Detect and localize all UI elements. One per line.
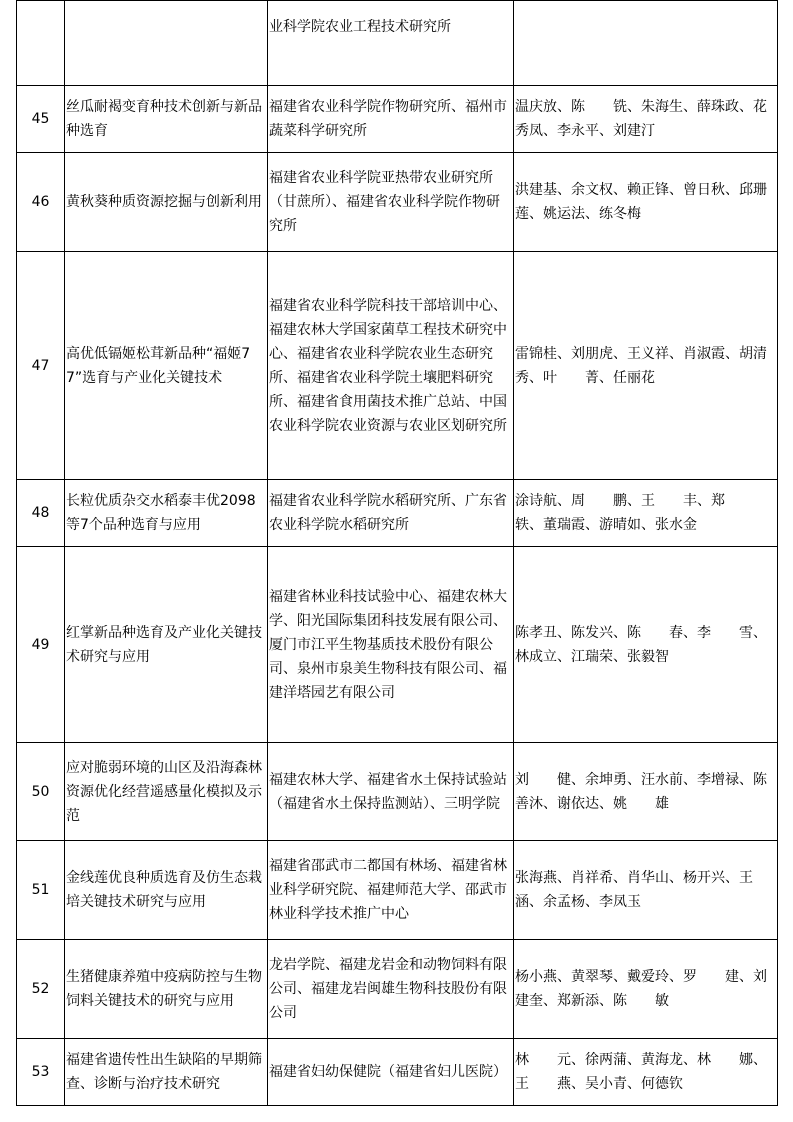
table-row bbox=[17, 1039, 778, 1106]
completing-people: 雷锦桂、刘朋虎、王义祥、肖淑霞、胡清秀、叶 菁、任丽花 bbox=[514, 252, 778, 480]
project-name: 黄秋葵种质资源挖掘与创新利用 bbox=[65, 153, 268, 252]
row-number: 52 bbox=[17, 940, 65, 1039]
table-row bbox=[17, 940, 778, 1039]
completing-people: 刘 健、余坤勇、汪水前、李增禄、陈善沐、谢依达、姚 雄 bbox=[514, 743, 778, 841]
completing-units: 福建省农业科学院科技干部培训中心、福建农林大学国家菌草工程技术研究中心、福建省农业科学院农业生态研究所、福建省农业科学院土壤肥料研究所、福建省食用菌技术推广总站、中国农业科学院农业资源与农业区划研究所 bbox=[268, 252, 514, 480]
completing-units: 业科学院农业工程技术研究所 bbox=[268, 1, 514, 86]
table-row bbox=[17, 1, 778, 86]
table-row bbox=[17, 153, 778, 252]
table-row bbox=[17, 252, 778, 480]
completing-units: 福建省农业科学院水稻研究所、广东省农业科学院水稻研究所 bbox=[268, 480, 514, 547]
completing-units: 龙岩学院、福建龙岩金和动物饲料有限公司、福建龙岩闽雄生物科技股份有限公司 bbox=[268, 940, 514, 1039]
completing-people: 陈孝丑、陈发兴、陈 春、李 雪、林成立、江瑞荣、张毅智 bbox=[514, 547, 778, 743]
table-row bbox=[17, 841, 778, 940]
awards-table bbox=[16, 0, 781, 1106]
completing-people: 涂诗航、周 鹏、王 丰、郑 轶、董瑞霞、游晴如、张水金 bbox=[514, 480, 778, 547]
project-name bbox=[65, 1, 268, 86]
project-name: 长粒优质杂交水稻泰丰优2098等7个品种选育与应用 bbox=[65, 480, 268, 547]
completing-units: 福建省农业科学院亚热带农业研究所（甘蔗所）、福建省农业科学院作物研究所 bbox=[268, 153, 514, 252]
completing-units: 福建农林大学、福建省水土保持试验站（福建省水土保持监测站）、三明学院 bbox=[268, 743, 514, 841]
completing-units: 福建省妇幼保健院（福建省妇儿医院） bbox=[268, 1039, 514, 1106]
row-number: 50 bbox=[17, 743, 65, 841]
row-number: 46 bbox=[17, 153, 65, 252]
completing-people: 洪建基、余文权、赖正锋、曾日秋、邱珊莲、姚运法、练冬梅 bbox=[514, 153, 778, 252]
row-number: 48 bbox=[17, 480, 65, 547]
completing-units: 福建省林业科技试验中心、福建农林大学、阳光国际集团科技发展有限公司、厦门市江平生物基质技术股份有限公司、泉州市泉美生物科技有限公司、福建洋塔园艺有限公司 bbox=[268, 547, 514, 743]
row-number: 53 bbox=[17, 1039, 65, 1106]
completing-units: 福建省农业科学院作物研究所、福州市蔬菜科学研究所 bbox=[268, 86, 514, 153]
completing-units: 福建省邵武市二都国有林场、福建省林业科学研究院、福建师范大学、邵武市林业科学技术推广中心 bbox=[268, 841, 514, 940]
completing-people: 林 元、徐两蒲、黄海龙、林 娜、王 燕、吴小青、何德钦 bbox=[514, 1039, 778, 1106]
project-name: 丝瓜耐褐变育种技术创新与新品种选育 bbox=[65, 86, 268, 153]
project-name: 福建省遗传性出生缺陷的早期筛查、诊断与治疗技术研究 bbox=[65, 1039, 268, 1106]
row-number: 49 bbox=[17, 547, 65, 743]
project-name: 红掌新品种选育及产业化关键技术研究与应用 bbox=[65, 547, 268, 743]
table-row bbox=[17, 86, 778, 153]
completing-people: 温庆放、陈 铣、朱海生、薛珠政、花秀凤、李永平、刘建汀 bbox=[514, 86, 778, 153]
project-name: 应对脆弱环境的山区及沿海森林资源优化经营遥感量化模拟及示范 bbox=[65, 743, 268, 841]
table-row bbox=[17, 743, 778, 841]
project-name: 金线莲优良种质选育及仿生态栽培关键技术研究与应用 bbox=[65, 841, 268, 940]
project-name: 生猪健康养殖中疫病防控与生物饲料关键技术的研究与应用 bbox=[65, 940, 268, 1039]
table-row bbox=[17, 480, 778, 547]
row-number: 51 bbox=[17, 841, 65, 940]
row-number bbox=[17, 1, 65, 86]
row-number: 47 bbox=[17, 252, 65, 480]
completing-people: 杨小燕、黄翠琴、戴爱玲、罗 建、刘建奎、郑新添、陈 敏 bbox=[514, 940, 778, 1039]
row-number: 45 bbox=[17, 86, 65, 153]
project-name: 高优低镉姬松茸新品种“福姬77”选育与产业化关键技术 bbox=[65, 252, 268, 480]
completing-people bbox=[514, 1, 778, 86]
table-row bbox=[17, 547, 778, 743]
completing-people: 张海燕、肖祥希、肖华山、杨开兴、王 涵、余孟杨、李凤玉 bbox=[514, 841, 778, 940]
